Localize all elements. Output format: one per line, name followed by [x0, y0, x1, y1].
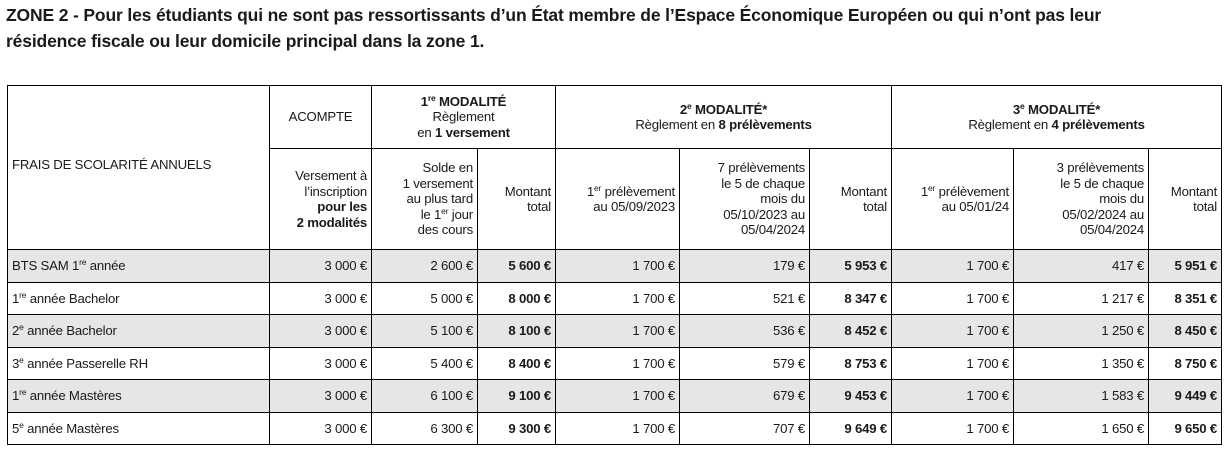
cell-total2: 8 347 €: [810, 282, 892, 315]
row-label: BTS SAM 1re année: [8, 250, 270, 283]
header-mod3: 3e MODALITÉ* Règlement en 4 prélèvements: [892, 86, 1222, 149]
cell-m2-first: 1 700 €: [556, 347, 680, 380]
cell-m2-first: 1 700 €: [556, 250, 680, 283]
header-mod1-solde: Solde en 1 versement au plus tard le 1er jour des cours: [372, 149, 478, 250]
cell-total1: 8 400 €: [478, 347, 556, 380]
cell-total3: 9 449 €: [1149, 380, 1222, 413]
header-mod2-next: 7 prélèvements le 5 de chaque mois du 05/10/2023 au 05/04/2024: [680, 149, 810, 250]
cell-m3-first: 1 700 €: [892, 315, 1014, 348]
header-acompte-detail: Versement à l’inscription pour les 2 modalités: [270, 149, 372, 250]
header-row-label: FRAIS DE SCOLARITÉ ANNUELS: [8, 86, 270, 250]
row-label: 2e année Bachelor: [8, 315, 270, 348]
header-mod1-total: Montant total: [478, 149, 556, 250]
cell-m3-first: 1 700 €: [892, 282, 1014, 315]
cell-m3-next: 1 583 €: [1014, 380, 1149, 413]
row-label: 1re année Bachelor: [8, 282, 270, 315]
cell-total1: 8 000 €: [478, 282, 556, 315]
cell-m2-next: 707 €: [680, 412, 810, 445]
header-mod2-total: Montant total: [810, 149, 892, 250]
cell-m2-next: 521 €: [680, 282, 810, 315]
cell-m2-first: 1 700 €: [556, 412, 680, 445]
cell-acompte: 3 000 €: [270, 380, 372, 413]
header-mod3-total: Montant total: [1149, 149, 1222, 250]
header-mod1: 1re MODALITÉ Règlement en 1 versement: [372, 86, 556, 149]
header-acompte: ACOMPTE: [270, 86, 372, 149]
page-title: [6, 2, 1222, 54]
cell-total2: 9 649 €: [810, 412, 892, 445]
cell-total1: 9 300 €: [478, 412, 556, 445]
table-row: [8, 380, 1222, 413]
cell-m2-first: 1 700 €: [556, 315, 680, 348]
cell-m2-next: 179 €: [680, 250, 810, 283]
cell-acompte: 3 000 €: [270, 347, 372, 380]
row-label: 3e année Passerelle RH: [8, 347, 270, 380]
cell-solde: 5 100 €: [372, 315, 478, 348]
cell-m3-next: 417 €: [1014, 250, 1149, 283]
table-row: [8, 315, 1222, 348]
cell-total2: 8 452 €: [810, 315, 892, 348]
row-label: 5e année Mastères: [8, 412, 270, 445]
cell-m2-first: 1 700 €: [556, 282, 680, 315]
cell-solde: 5 000 €: [372, 282, 478, 315]
cell-acompte: 3 000 €: [270, 412, 372, 445]
cell-acompte: 3 000 €: [270, 315, 372, 348]
header-mod2-first: 1er prélèvement au 05/09/2023: [556, 149, 680, 250]
cell-total2: 8 753 €: [810, 347, 892, 380]
cell-solde: 6 300 €: [372, 412, 478, 445]
cell-total3: 8 750 €: [1149, 347, 1222, 380]
header-mod3-next: 3 prélèvements le 5 de chaque mois du 05/02/2024 au 05/04/2024: [1014, 149, 1149, 250]
cell-solde: 5 400 €: [372, 347, 478, 380]
cell-m3-first: 1 700 €: [892, 380, 1014, 413]
header-row-1: [8, 86, 1222, 149]
cell-m2-next: 579 €: [680, 347, 810, 380]
fees-table: [7, 85, 1222, 445]
row-label: 1re année Mastères: [8, 380, 270, 413]
cell-m2-next: 536 €: [680, 315, 810, 348]
table-row: [8, 347, 1222, 380]
cell-m2-first: 1 700 €: [556, 380, 680, 413]
cell-total2: 9 453 €: [810, 380, 892, 413]
header-mod2: 2e MODALITÉ* Règlement en 8 prélèvements: [556, 86, 892, 149]
cell-m3-next: 1 250 €: [1014, 315, 1149, 348]
cell-m3-next: 1 217 €: [1014, 282, 1149, 315]
cell-total3: 8 450 €: [1149, 315, 1222, 348]
cell-total1: 8 100 €: [478, 315, 556, 348]
cell-acompte: 3 000 €: [270, 250, 372, 283]
cell-m3-first: 1 700 €: [892, 412, 1014, 445]
cell-m3-first: 1 700 €: [892, 347, 1014, 380]
title-line-2: résidence fiscale ou leur domicile principal dans la zone 1.: [6, 31, 485, 51]
title-line-1: ZONE 2 - Pour les étudiants qui ne sont pas ressortissants d’un État membre de l’Espace Économique Européen ou qui n’ont pas leur: [6, 5, 1102, 25]
cell-total3: 9 650 €: [1149, 412, 1222, 445]
cell-acompte: 3 000 €: [270, 282, 372, 315]
cell-m3-first: 1 700 €: [892, 250, 1014, 283]
header-mod3-first: 1er prélèvement au 05/01/24: [892, 149, 1014, 250]
cell-total2: 5 953 €: [810, 250, 892, 283]
cell-total3: 8 351 €: [1149, 282, 1222, 315]
cell-m3-next: 1 650 €: [1014, 412, 1149, 445]
table-row: [8, 412, 1222, 445]
cell-solde: 2 600 €: [372, 250, 478, 283]
cell-m3-next: 1 350 €: [1014, 347, 1149, 380]
cell-total1: 9 100 €: [478, 380, 556, 413]
cell-total3: 5 951 €: [1149, 250, 1222, 283]
cell-m2-next: 679 €: [680, 380, 810, 413]
cell-total1: 5 600 €: [478, 250, 556, 283]
table-row: [8, 282, 1222, 315]
table-row: [8, 250, 1222, 283]
cell-solde: 6 100 €: [372, 380, 478, 413]
